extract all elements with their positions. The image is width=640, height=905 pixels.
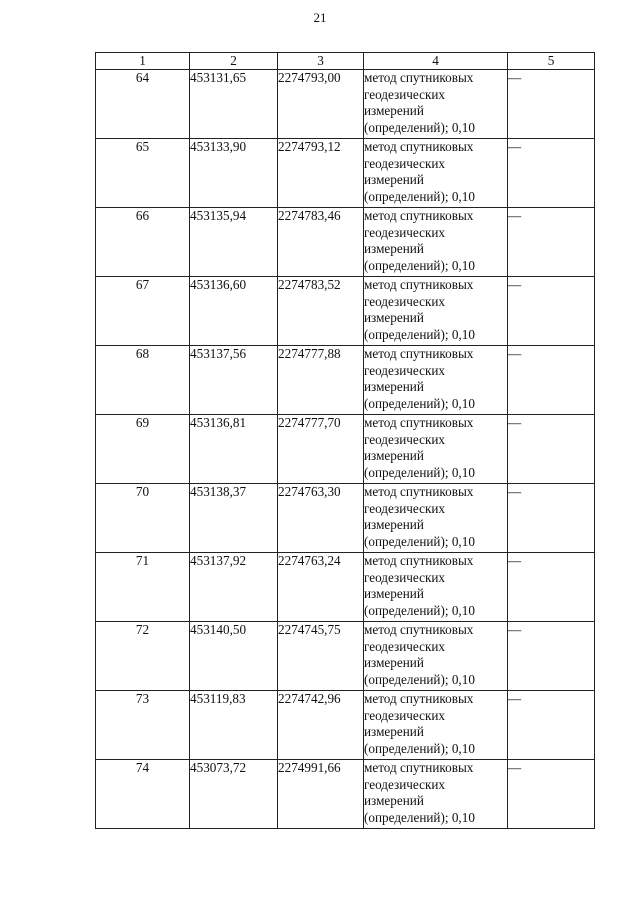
dash-mark: — <box>508 415 522 430</box>
note-cell <box>508 277 595 346</box>
point-number-cell: 69 <box>96 415 190 484</box>
point-number-cell: 66 <box>96 208 190 277</box>
y-coordinate-cell: 2274742,96 <box>278 691 364 760</box>
column-header: 5 <box>508 53 595 70</box>
table-row <box>96 622 595 691</box>
y-coordinate-cell: 2274793,12 <box>278 139 364 208</box>
y-coordinate-cell: 2274783,52 <box>278 277 364 346</box>
point-number-cell: 73 <box>96 691 190 760</box>
y-coordinate-cell: 2274777,88 <box>278 346 364 415</box>
method-text: метод спутниковых геодезических измерений (определений); 0,10 <box>364 346 475 411</box>
table-row <box>96 139 595 208</box>
table-body <box>96 70 595 829</box>
method-cell <box>364 622 508 691</box>
table-row <box>96 484 595 553</box>
note-cell <box>508 553 595 622</box>
dash-mark: — <box>508 484 522 499</box>
y-coordinate-cell: 2274745,75 <box>278 622 364 691</box>
column-header: 3 <box>278 53 364 70</box>
x-coordinate-cell: 453131,65 <box>190 70 278 139</box>
method-text: метод спутниковых геодезических измерений (определений); 0,10 <box>364 139 475 204</box>
column-header: 1 <box>96 53 190 70</box>
method-text: метод спутниковых геодезических измерений (определений); 0,10 <box>364 622 475 687</box>
x-coordinate-cell: 453136,60 <box>190 277 278 346</box>
table-row <box>96 208 595 277</box>
note-cell <box>508 208 595 277</box>
table-row <box>96 760 595 829</box>
note-cell <box>508 346 595 415</box>
method-text: метод спутниковых геодезических измерений (определений); 0,10 <box>364 70 475 135</box>
point-number-cell: 70 <box>96 484 190 553</box>
method-cell <box>364 139 508 208</box>
point-number-cell: 74 <box>96 760 190 829</box>
method-cell <box>364 553 508 622</box>
table-row <box>96 415 595 484</box>
method-text: метод спутниковых геодезических измерений (определений); 0,10 <box>364 415 475 480</box>
y-coordinate-cell: 2274793,00 <box>278 70 364 139</box>
y-coordinate-cell: 2274991,66 <box>278 760 364 829</box>
note-cell <box>508 760 595 829</box>
table-row <box>96 346 595 415</box>
table-header-row <box>96 53 595 70</box>
note-cell <box>508 415 595 484</box>
method-cell <box>364 484 508 553</box>
table-row <box>96 277 595 346</box>
table-row <box>96 553 595 622</box>
x-coordinate-cell: 453073,72 <box>190 760 278 829</box>
method-text: метод спутниковых геодезических измерений (определений); 0,10 <box>364 208 475 273</box>
dash-mark: — <box>508 139 522 154</box>
x-coordinate-cell: 453138,37 <box>190 484 278 553</box>
note-cell <box>508 622 595 691</box>
x-coordinate-cell: 453119,83 <box>190 691 278 760</box>
method-cell <box>364 415 508 484</box>
method-cell <box>364 346 508 415</box>
coordinates-table <box>95 52 595 829</box>
y-coordinate-cell: 2274763,24 <box>278 553 364 622</box>
point-number-cell: 65 <box>96 139 190 208</box>
method-cell <box>364 760 508 829</box>
method-cell <box>364 277 508 346</box>
page-number: 21 <box>313 10 327 25</box>
note-cell <box>508 691 595 760</box>
method-cell <box>364 208 508 277</box>
x-coordinate-cell: 453137,92 <box>190 553 278 622</box>
dash-mark: — <box>508 208 522 223</box>
x-coordinate-cell: 453135,94 <box>190 208 278 277</box>
column-header: 4 <box>364 53 508 70</box>
x-coordinate-cell: 453133,90 <box>190 139 278 208</box>
x-coordinate-cell: 453140,50 <box>190 622 278 691</box>
dash-mark: — <box>508 553 522 568</box>
point-number-cell: 68 <box>96 346 190 415</box>
method-text: метод спутниковых геодезических измерений (определений); 0,10 <box>364 691 475 756</box>
dash-mark: — <box>508 70 522 85</box>
dash-mark: — <box>508 622 522 637</box>
method-text: метод спутниковых геодезических измерений (определений); 0,10 <box>364 553 475 618</box>
note-cell <box>508 139 595 208</box>
column-header: 2 <box>190 53 278 70</box>
dash-mark: — <box>508 691 522 706</box>
method-text: метод спутниковых геодезических измерений (определений); 0,10 <box>364 760 475 825</box>
point-number-cell: 72 <box>96 622 190 691</box>
x-coordinate-cell: 453136,81 <box>190 415 278 484</box>
note-cell <box>508 70 595 139</box>
x-coordinate-cell: 453137,56 <box>190 346 278 415</box>
y-coordinate-cell: 2274777,70 <box>278 415 364 484</box>
dash-mark: — <box>508 346 522 361</box>
note-cell <box>508 484 595 553</box>
table-row <box>96 691 595 760</box>
point-number-cell: 67 <box>96 277 190 346</box>
y-coordinate-cell: 2274763,30 <box>278 484 364 553</box>
point-number-cell: 64 <box>96 70 190 139</box>
table-row <box>96 70 595 139</box>
point-number-cell: 71 <box>96 553 190 622</box>
method-cell <box>364 691 508 760</box>
method-cell <box>364 70 508 139</box>
dash-mark: — <box>508 277 522 292</box>
method-text: метод спутниковых геодезических измерений (определений); 0,10 <box>364 277 475 342</box>
y-coordinate-cell: 2274783,46 <box>278 208 364 277</box>
method-text: метод спутниковых геодезических измерений (определений); 0,10 <box>364 484 475 549</box>
dash-mark: — <box>508 760 522 775</box>
